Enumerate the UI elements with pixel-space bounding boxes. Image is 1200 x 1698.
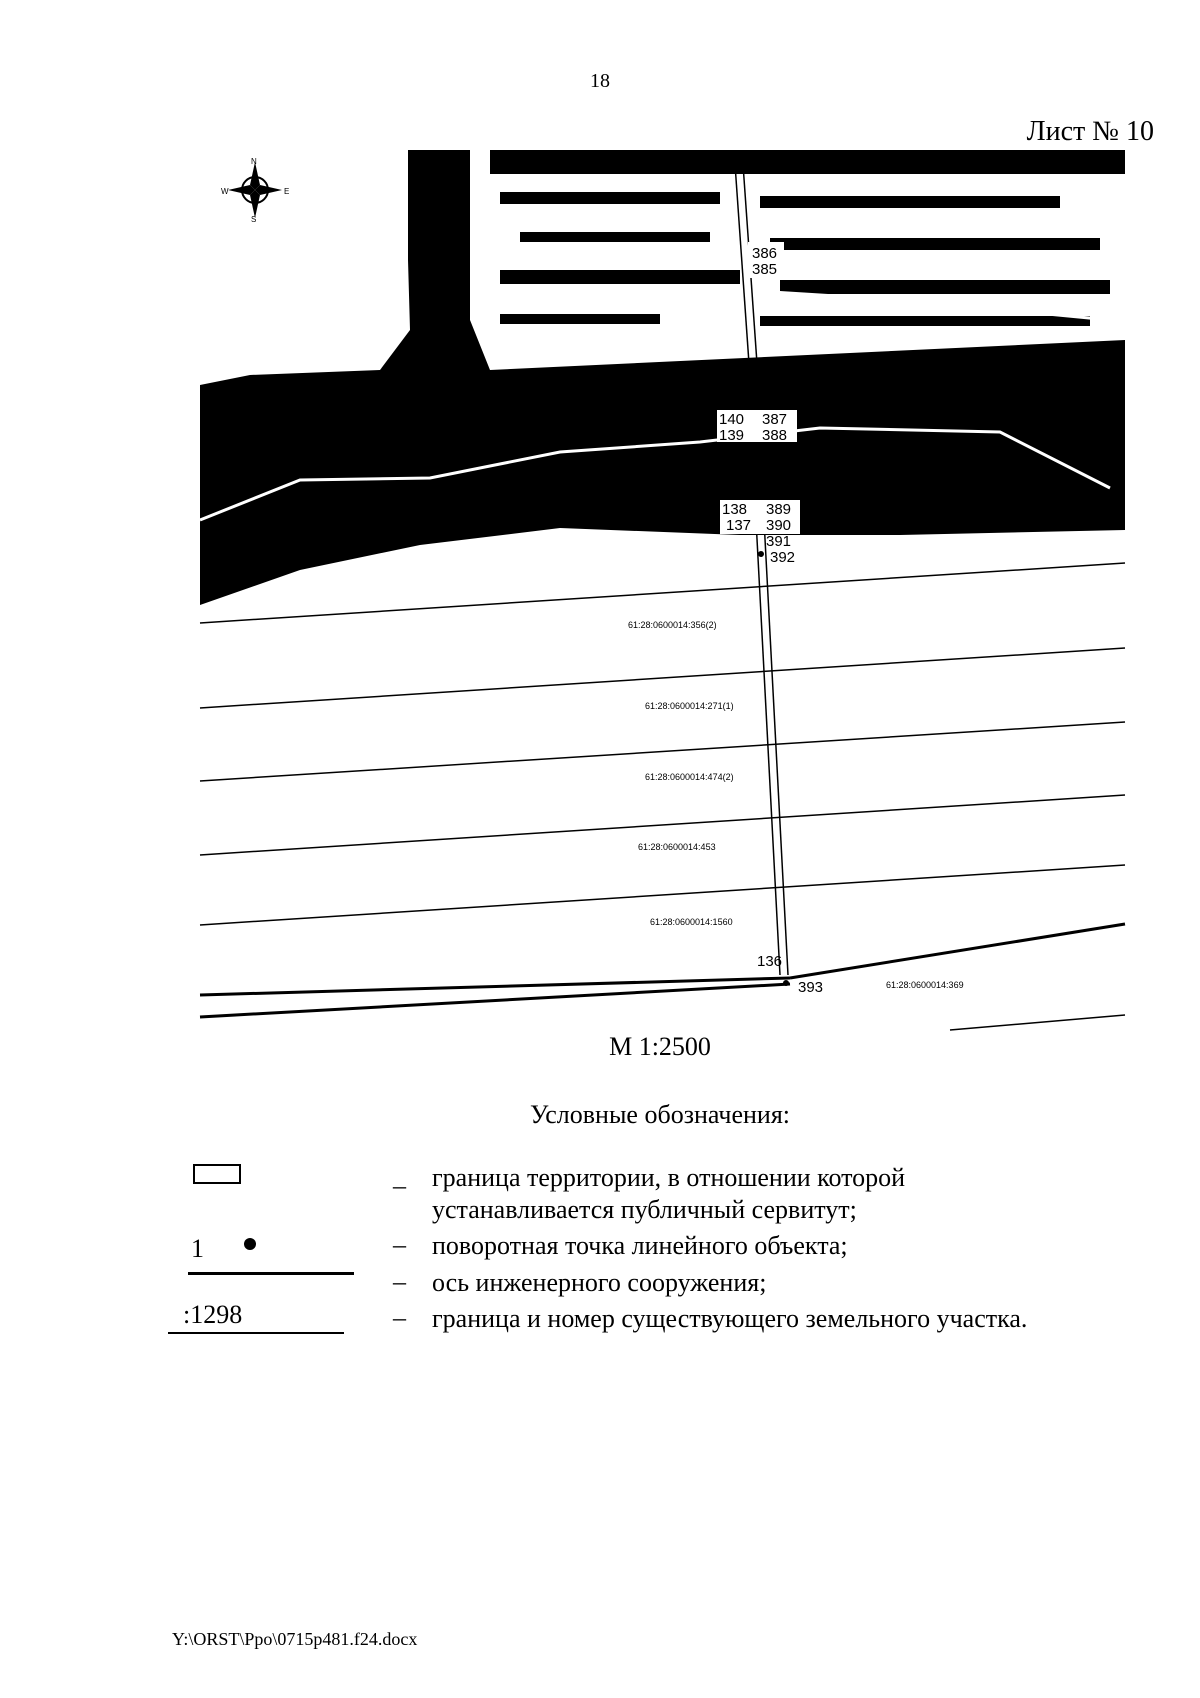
- legend-title: Условные обозначения:: [529, 1100, 791, 1129]
- point-label: 138: [722, 501, 748, 518]
- point-label: 390: [766, 517, 792, 534]
- legend-boundary-symbol: [193, 1164, 241, 1184]
- parcel-numbers: [628, 620, 964, 990]
- parcel-number: 61:28:0600014:1560: [650, 917, 733, 927]
- point-label: 136: [757, 953, 783, 970]
- point-label: 139: [719, 427, 745, 444]
- compass-s: S: [251, 215, 257, 224]
- north-arrow-icon: [221, 157, 289, 224]
- legend-parcel-number: :1298: [183, 1300, 243, 1329]
- legend-text: граница территории, в отношении которой: [432, 1163, 906, 1192]
- parcel-number: 61:28:0600014:356(2): [628, 620, 717, 630]
- footer-file-path: Y:\ORST\Ppo\0715p481.f24.docx: [172, 1629, 418, 1649]
- legend-text: устанавливается публичный сервитут;: [432, 1195, 857, 1224]
- parcel-boundaries: [200, 563, 1125, 1030]
- page-number: 18: [590, 70, 610, 92]
- legend-text: поворотная точка линейного объекта;: [432, 1231, 848, 1260]
- sheet-label: Лист № 10: [1026, 116, 1154, 147]
- parcel-number: 61:28:0600014:453: [638, 842, 716, 852]
- parcel-number: 61:28:0600014:474(2): [645, 772, 734, 782]
- point-label: 393: [798, 979, 824, 996]
- map-dark-area: [200, 150, 1125, 605]
- point-label: 391: [766, 533, 792, 550]
- point-label: 388: [762, 427, 788, 444]
- compass-w: W: [221, 187, 229, 196]
- legend-text: ось инженерного сооружения;: [432, 1268, 767, 1297]
- parcel-number: 61:28:0600014:271(1): [645, 701, 734, 711]
- legend-text: граница и номер существующего земельного участка.: [432, 1304, 1028, 1333]
- compass-n: N: [251, 157, 257, 166]
- compass-e: E: [284, 187, 290, 196]
- legend-dash: _: [393, 1162, 406, 1191]
- legend-dash: –: [393, 1303, 406, 1332]
- legend-point-number: 1: [191, 1234, 204, 1263]
- point-label: 392: [770, 549, 796, 566]
- point-label: 389: [766, 501, 792, 518]
- point-label: 386: [752, 245, 778, 262]
- parcel-number: 61:28:0600014:369: [886, 980, 964, 990]
- legend-dash: –: [393, 1267, 406, 1296]
- point-label: 387: [762, 411, 788, 428]
- legend-dash: –: [393, 1230, 406, 1259]
- legend-parcel-symbol: [168, 1332, 344, 1334]
- legend-point-icon: [244, 1238, 256, 1250]
- point-label: 140: [719, 411, 745, 428]
- point-label: 137: [726, 517, 752, 534]
- point-label: 385: [752, 261, 778, 278]
- map-scale: М 1:2500: [609, 1032, 711, 1061]
- legend-axis-symbol: [188, 1272, 354, 1275]
